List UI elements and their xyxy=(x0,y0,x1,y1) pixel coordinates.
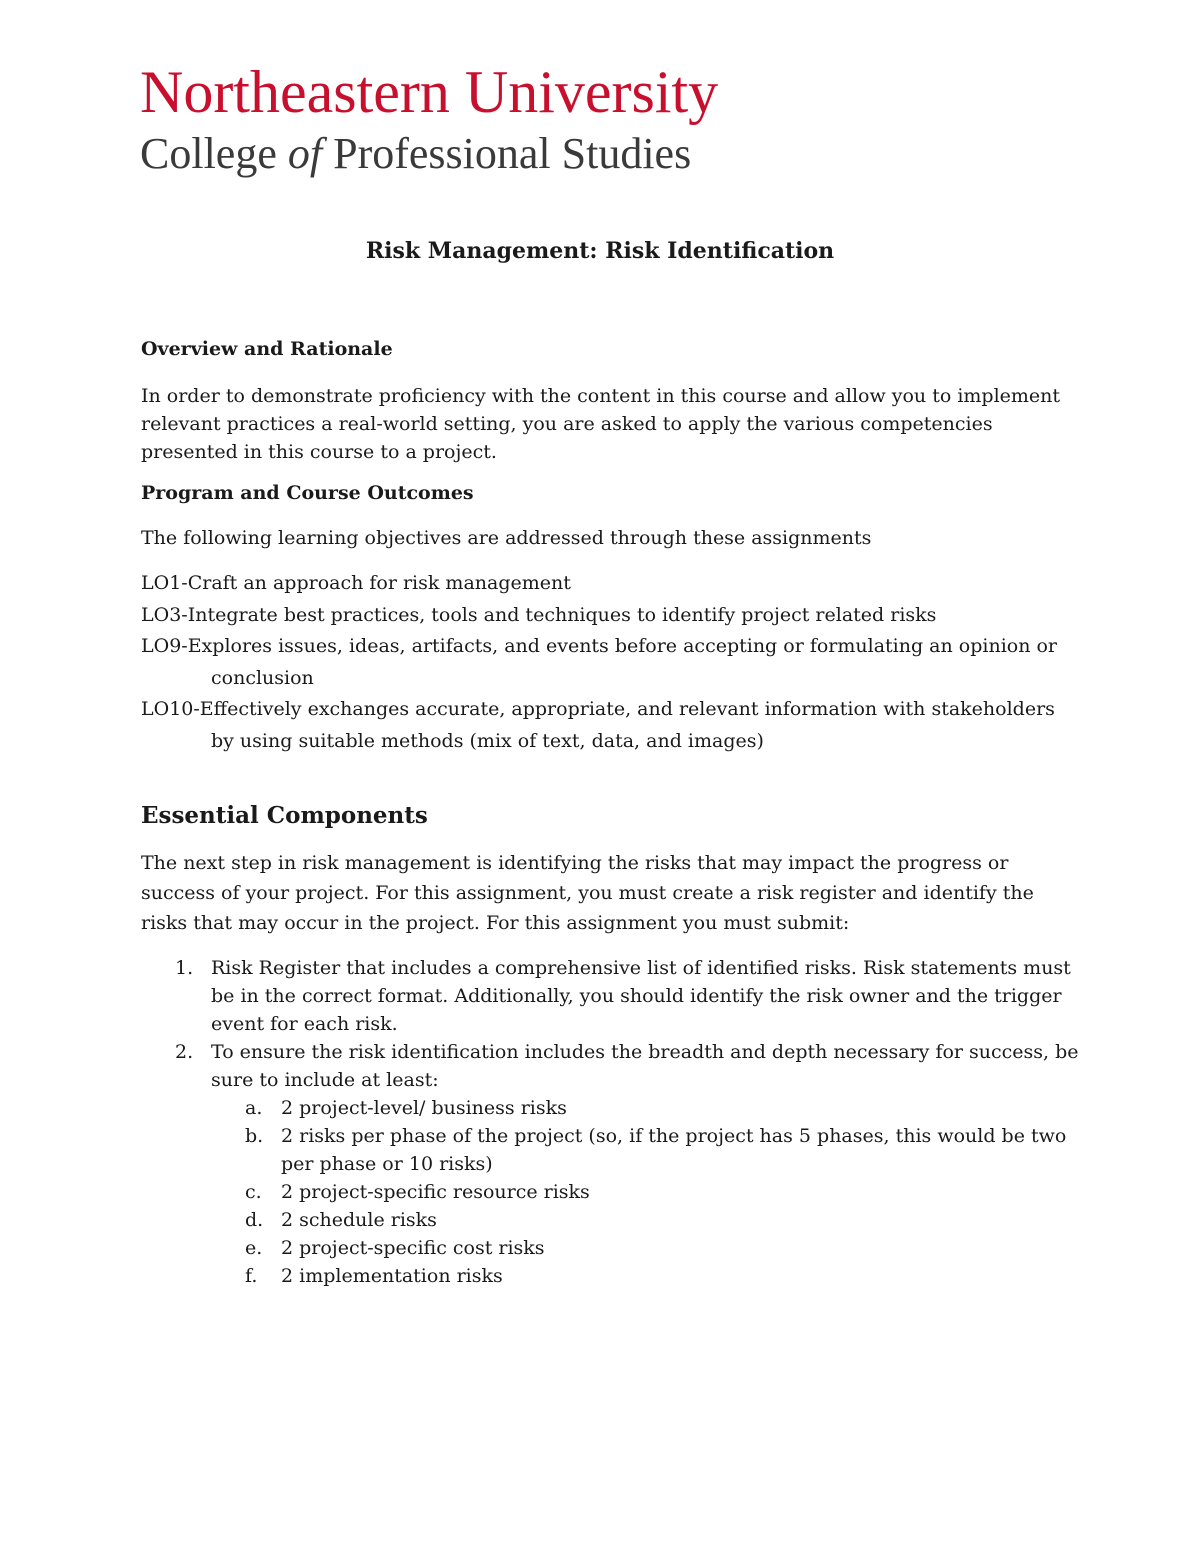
components-text: The next step in risk management is identifying the risks that may impact the progress or success of your project. For this assignment, you must create a risk register and identify the risks that may occur in the project. For this assignment you must submit: xyxy=(141,852,1034,934)
sublist-letter: a. xyxy=(245,1097,263,1119)
sublist-text: 2 implementation risks xyxy=(281,1265,503,1287)
risk-category-sublist xyxy=(211,1094,1081,1290)
list-item: LO1-Craft an approach for risk management xyxy=(141,572,571,594)
overview-text: In order to demonstrate proficiency with the content in this course and allow you to implement relevant practices a real-world setting, you are asked to apply the various competencies presented in this course to a project. xyxy=(141,385,1061,463)
logo-college-name xyxy=(140,129,718,178)
sublist-letter: d. xyxy=(245,1209,264,1231)
learning-objectives-list xyxy=(141,568,1081,757)
overview-heading: Overview and Rationale xyxy=(141,338,393,360)
university-logo xyxy=(140,59,719,178)
sublist-text: 2 schedule risks xyxy=(281,1209,437,1231)
sublist-letter: c. xyxy=(245,1181,262,1203)
sublist-letter: b. xyxy=(245,1125,264,1147)
sublist-item xyxy=(211,1178,1081,1206)
sublist-text: 2 project-level/ business risks xyxy=(281,1097,567,1119)
list-number: 1. xyxy=(175,957,194,979)
list-item-text: To ensure the risk identification includes the breadth and depth necessary for success, be sure to include at least: xyxy=(211,1041,1079,1091)
sublist-text: 2 risks per phase of the project (so, if the project has 5 phases, this would be two per phase or 10 risks) xyxy=(281,1125,1067,1175)
logo-university-name: Northeastern University xyxy=(140,59,719,125)
sublist-item xyxy=(211,1234,1081,1262)
sublist-letter: f. xyxy=(245,1265,258,1287)
components-heading: Essential Components xyxy=(141,802,428,829)
outcomes-intro: The following learning objectives are addressed through these assignments xyxy=(141,527,872,549)
sublist-text: 2 project-specific cost risks xyxy=(281,1237,545,1259)
list-item xyxy=(141,1038,1081,1290)
sublist-text: 2 project-specific resource risks xyxy=(281,1181,590,1203)
list-number: 2. xyxy=(175,1041,194,1063)
outcomes-heading: Program and Course Outcomes xyxy=(141,482,474,504)
sublist-item xyxy=(211,1122,1081,1178)
sublist-item xyxy=(211,1094,1081,1122)
submission-list xyxy=(141,954,1081,1290)
document-title: Risk Management: Risk Identification xyxy=(365,238,835,264)
list-item: LO3-Integrate best practices, tools and techniques to identify project related risks xyxy=(141,603,937,626)
list-item: LO9-Explores issues, ideas, artifacts, and events before accepting or formulating an opinion or conclusion xyxy=(141,635,1058,689)
logo-college-of: of xyxy=(287,129,323,178)
logo-college-post: Professional Studies xyxy=(322,129,692,178)
sublist-item xyxy=(211,1262,1081,1290)
sublist-item xyxy=(211,1206,1081,1234)
list-item xyxy=(141,954,1081,1038)
logo-college-pre: College xyxy=(140,129,288,178)
list-item-text: Risk Register that includes a comprehensive list of identified risks. Risk statements must be in the correct format. Additionally, you should identify the risk owner and the trigger event for each risk. xyxy=(211,957,1071,1035)
list-item: LO10-Effectively exchanges accurate, appropriate, and relevant information with stakeholders by using suitable methods (mix of text, data, and images) xyxy=(141,698,1055,752)
sublist-letter: e. xyxy=(245,1237,263,1259)
